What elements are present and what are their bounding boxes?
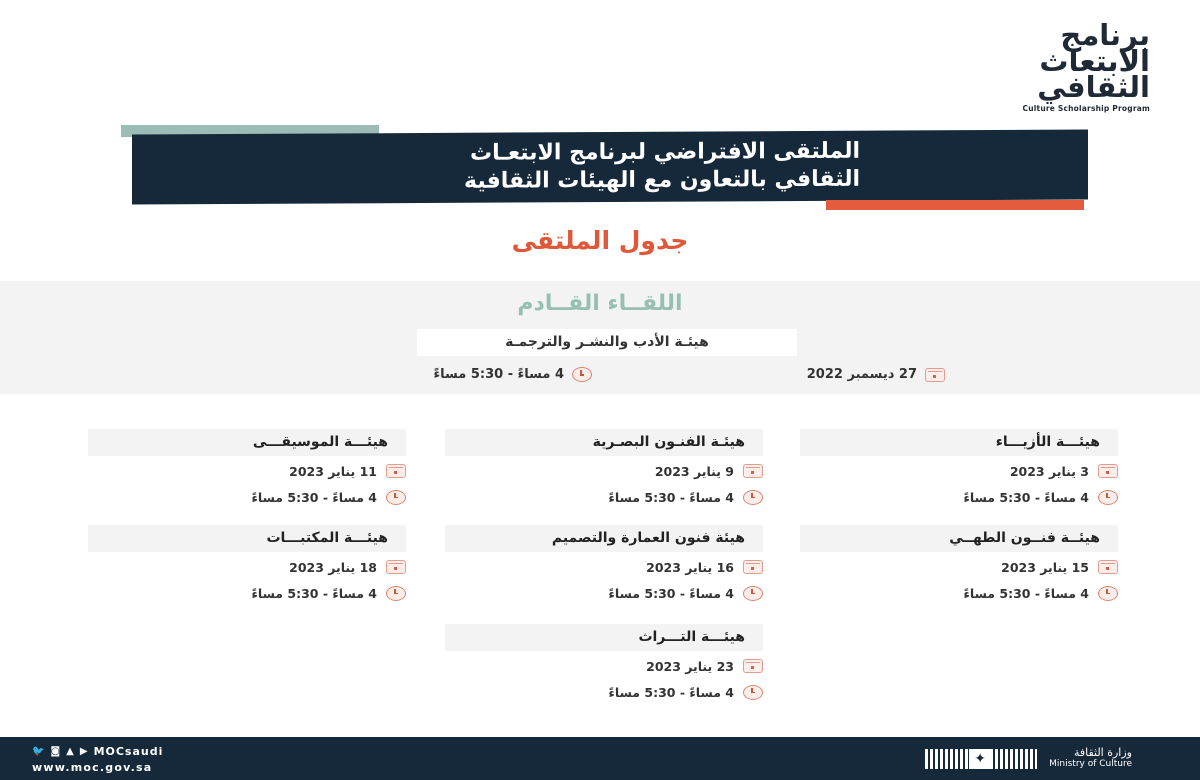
clock-icon (386, 490, 406, 505)
session-date (800, 556, 1118, 578)
logo-line-3: الثقافي (1037, 70, 1150, 104)
session-authority: هيئـــة الموسيقـــى (88, 429, 406, 456)
session-time (88, 486, 406, 508)
session-authority: هيئـــة التـــراث (445, 624, 763, 651)
session-authority: هيئـــة الأزيـــاء (800, 429, 1118, 456)
social-links (32, 745, 163, 758)
next-meeting-panel (0, 281, 1200, 394)
clock-icon (743, 685, 763, 700)
session-card (445, 429, 763, 508)
banner-line-1: الملتقى الافتراضي لبرنامج الابتعـاث (469, 138, 860, 166)
session-time (445, 582, 763, 604)
time-text: 4 مساءً - 5:30 مساءً (963, 489, 1089, 505)
time-text: 4 مساءً - 5:30 مساءً (608, 684, 734, 700)
footer (0, 737, 1200, 780)
session-time (445, 486, 763, 508)
session-card (445, 525, 763, 604)
date-text: 3 يناير 2023 (1009, 463, 1089, 479)
next-meeting-authority: هيئـة الأدب والنشـر والترجمـة (417, 329, 797, 356)
session-date (445, 556, 763, 578)
date-text: 15 يناير 2023 (1001, 559, 1089, 575)
banner-orange-stripe (826, 200, 1084, 210)
ministry-name-en: Ministry of Culture (1049, 759, 1132, 769)
next-meeting-heading: اللقــاء القــادم (517, 291, 683, 316)
date-text: 11 يناير 2023 (289, 463, 377, 479)
date-text: 16 يناير 2023 (646, 559, 734, 575)
time-text: 4 مساءً - 5:30 مساءً (608, 489, 734, 505)
calendar-icon (925, 368, 945, 382)
session-card (800, 525, 1118, 604)
banner-line-2: الثقافي بالتعاون مع الهيئات الثقافية (464, 166, 860, 194)
time-text: 4 مساءً - 5:30 مساءً (251, 585, 377, 601)
logo-line-1: برنامج (1060, 18, 1150, 52)
calendar-icon (743, 464, 763, 478)
time-text: 4 مساءً - 5:30 مساءً (251, 489, 377, 505)
calendar-icon (1098, 464, 1118, 478)
session-authority: هيئـة الفنـون البصـرية (445, 429, 763, 456)
session-authority: هيئة فنون العمارة والتصميم (445, 525, 763, 552)
ministry-emblem-icon (925, 749, 1037, 769)
session-date (445, 655, 763, 677)
ministry-name-ar: وزارة الثقافة (1073, 746, 1132, 759)
session-card (445, 624, 763, 703)
session-date (88, 460, 406, 482)
session-authority: هيئــة فنــون الطهــي (800, 525, 1118, 552)
clock-icon (386, 586, 406, 601)
date-text: 27 ديسمبر 2022 (806, 367, 917, 382)
next-meeting-date (807, 367, 945, 382)
clock-icon (743, 490, 763, 505)
time-text: 4 مساءً - 5:30 مساءً (608, 585, 734, 601)
date-text: 9 يناير 2023 (654, 463, 734, 479)
session-time (88, 582, 406, 604)
website-link[interactable]: www.moc.gov.sa (32, 761, 153, 774)
logo-english: Culture Scholarship Program (1022, 104, 1150, 113)
session-date (800, 460, 1118, 482)
clock-icon (1098, 490, 1118, 505)
session-time (800, 486, 1118, 508)
session-date (88, 556, 406, 578)
title-banner (132, 129, 1088, 204)
date-text: 18 يناير 2023 (289, 559, 377, 575)
calendar-icon (386, 464, 406, 478)
session-card (88, 525, 406, 604)
instagram-icon[interactable]: ◙ (50, 746, 62, 757)
time-text: 4 مساءً - 5:30 مساءً (963, 585, 1089, 601)
calendar-icon (386, 560, 406, 574)
social-handle[interactable]: MOCsaudi (93, 745, 164, 758)
session-card (800, 429, 1118, 508)
calendar-icon (743, 659, 763, 673)
logo-line-2: الابتعاث (1039, 44, 1150, 78)
calendar-icon (743, 560, 763, 574)
clock-icon (1098, 586, 1118, 601)
clock-icon (572, 367, 592, 382)
time-text: 4 مساءً - 5:30 مساءً (433, 367, 564, 382)
ministry-logo (925, 747, 1132, 770)
snapchat-icon[interactable]: ▲ (66, 746, 75, 757)
clock-icon (743, 586, 763, 601)
schedule-title: جدول الملتقى (511, 226, 689, 255)
program-logo (980, 18, 1150, 113)
next-meeting-time (433, 367, 592, 382)
twitter-icon[interactable]: 🐦 (32, 746, 46, 757)
calendar-icon (1098, 560, 1118, 574)
date-text: 23 يناير 2023 (646, 658, 734, 674)
session-time (800, 582, 1118, 604)
session-card (88, 429, 406, 508)
session-authority: هيئـــة المكتبـــات (88, 525, 406, 552)
session-date (445, 460, 763, 482)
session-time (445, 681, 763, 703)
youtube-icon[interactable]: ▶ (79, 746, 89, 757)
